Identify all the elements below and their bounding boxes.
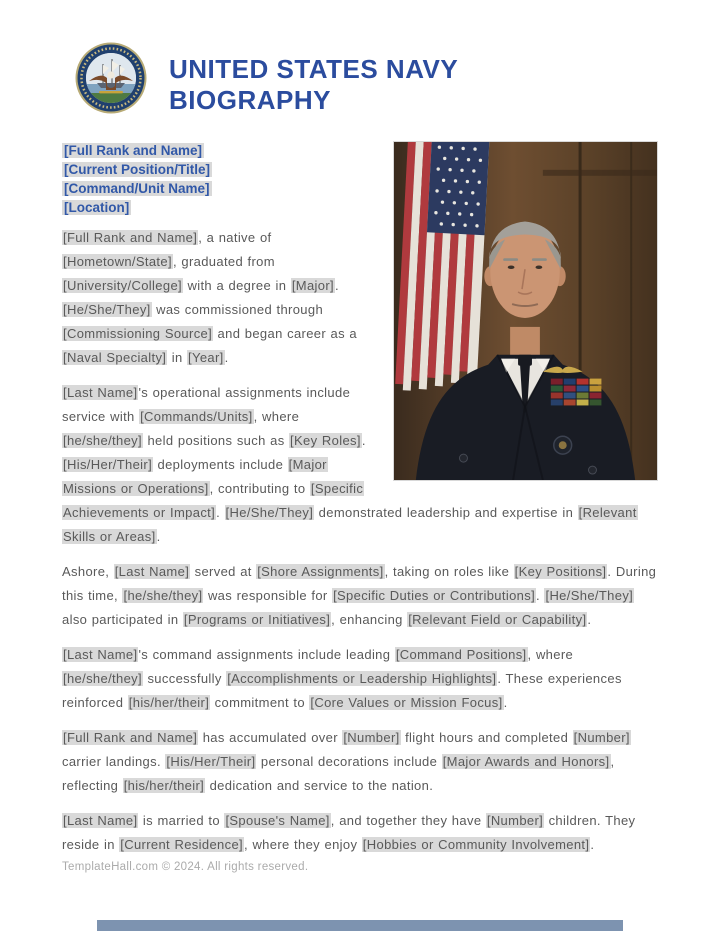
text-segment: successfully — [143, 671, 227, 686]
placeholder-field: [Hobbies or Community Involvement] — [362, 837, 590, 852]
copyright-text: TemplateHall.com © 2024. All rights reserved. — [62, 861, 309, 873]
text-segment: 's command assignments include leading — [138, 647, 395, 662]
placeholder-field: [Spouse's Name] — [225, 813, 330, 828]
text-segment: held positions such as — [143, 433, 290, 448]
title-line-1: UNITED STATES NAVY — [169, 54, 459, 84]
text-segment: . — [216, 505, 225, 520]
placeholder-field: [Major Missions or Operations] — [63, 457, 327, 496]
placeholder-field: [Last Name] — [63, 813, 138, 828]
text-segment: . — [335, 278, 339, 293]
placeholder-field: [Command Positions] — [395, 647, 527, 662]
placeholder-field: [Relevant Field or Capability] — [408, 612, 587, 627]
text-segment: flight hours and completed — [400, 730, 573, 745]
text-segment: dedication and service to the nation. — [205, 778, 434, 793]
text-segment: , reflecting — [62, 754, 615, 793]
placeholder-field: [Programs or Initiatives] — [183, 612, 331, 627]
placeholder-field: [Hometown/State] — [63, 254, 172, 269]
text-segment: also participated in — [62, 612, 183, 627]
text-segment: with a degree in — [183, 278, 291, 293]
text-segment: was commissioned through — [151, 302, 324, 317]
document-header — [62, 42, 658, 116]
placeholder-field: [Key Roles] — [290, 433, 361, 448]
text-segment: is married to — [138, 813, 225, 828]
text-segment: . — [361, 433, 366, 448]
title-line-2: BIOGRAPHY — [169, 85, 331, 115]
placeholder-field: [Last Name] — [63, 385, 138, 400]
text-segment: personal decorations include — [256, 754, 442, 769]
placeholder-field: [he/she/they] — [123, 588, 203, 603]
placeholder-field: [he/she/they] — [63, 671, 142, 686]
placeholder-field: [Relevant Skills or Areas] — [63, 505, 637, 544]
placeholder-field: [Major] — [291, 278, 334, 293]
bottom-accent-bar — [97, 920, 623, 931]
text-segment: children. They reside in — [62, 813, 636, 852]
placeholder-field: [Full Rank and Name] — [64, 143, 203, 158]
placeholder-field: [Command/Unit Name] — [64, 181, 210, 196]
document-footer — [62, 861, 308, 873]
placeholder-field: [Number] — [343, 730, 400, 745]
biography-paragraph — [62, 809, 658, 857]
placeholder-field: [Accomplishments or Leadership Highlights] — [227, 671, 497, 686]
text-segment: 's operational assignments include service with — [62, 385, 351, 424]
placeholder-field: [His/Her/Their] — [63, 457, 153, 472]
placeholder-field: [Specific Achievements or Impact] — [63, 481, 364, 520]
officer-portrait-photo — [393, 141, 658, 481]
text-segment: and began career as a — [213, 326, 358, 341]
placeholder-field: [Last Name] — [114, 564, 190, 579]
placeholder-field: [Current Position/Title] — [64, 162, 211, 177]
placeholder-field: [Last Name] — [63, 647, 138, 662]
text-segment: . — [536, 588, 545, 603]
text-segment: . — [156, 529, 161, 544]
page-title — [169, 54, 458, 116]
placeholder-field: [Specific Duties or Contributions] — [333, 588, 536, 603]
placeholder-field: [Full Rank and Name] — [63, 230, 198, 245]
placeholder-field: [Number] — [486, 813, 544, 828]
navy-seal-icon — [75, 42, 147, 114]
placeholder-field: [University/College] — [63, 278, 182, 293]
text-segment: Ashore, — [62, 564, 114, 579]
placeholder-field: [Naval Specialty] — [63, 350, 167, 365]
placeholder-field: [Key Positions] — [514, 564, 607, 579]
text-segment: , taking on roles like — [384, 564, 514, 579]
text-segment: carrier landings. — [62, 754, 166, 769]
text-segment: , graduated from — [172, 254, 275, 269]
placeholder-field: [Location] — [64, 200, 130, 215]
text-segment: , where — [527, 647, 574, 662]
text-segment: , contributing to — [209, 481, 310, 496]
text-segment: , where they enjoy — [244, 837, 362, 852]
placeholder-field: [Year] — [188, 350, 224, 365]
placeholder-field: [Commissioning Source] — [63, 326, 213, 341]
placeholder-field: [He/She/They] — [225, 505, 314, 520]
placeholder-field: [Core Values or Mission Focus] — [310, 695, 503, 710]
text-segment: , enhancing — [331, 612, 408, 627]
text-segment: . — [503, 695, 508, 710]
text-segment: , and together they have — [330, 813, 486, 828]
placeholder-field: [He/She/They] — [63, 302, 151, 317]
placeholder-field: [Current Residence] — [120, 837, 244, 852]
biography-paragraph — [62, 560, 658, 632]
text-segment: in — [167, 350, 188, 365]
placeholder-field: [he/she/they] — [63, 433, 142, 448]
text-segment: commitment to — [210, 695, 310, 710]
placeholder-field: [He/She/They] — [545, 588, 634, 603]
text-segment: demonstrated leadership and expertise in — [314, 505, 578, 520]
placeholder-field: [Full Rank and Name] — [63, 730, 198, 745]
text-segment: , where — [253, 409, 300, 424]
text-segment: . — [590, 837, 595, 852]
text-segment: . — [224, 350, 229, 365]
placeholder-field: [his/her/their] — [123, 778, 205, 793]
biography-paragraph — [62, 726, 658, 798]
text-segment: . During this time, — [62, 564, 657, 603]
text-segment: deployments include — [153, 457, 288, 472]
text-segment: served at — [190, 564, 257, 579]
text-segment: was responsible for — [203, 588, 333, 603]
placeholder-field: [Major Awards and Honors] — [442, 754, 610, 769]
text-segment: has accumulated over — [198, 730, 343, 745]
placeholder-field: [Commands/Units] — [140, 409, 253, 424]
text-segment: , a native of — [198, 230, 272, 245]
placeholder-field: [Shore Assignments] — [257, 564, 384, 579]
text-segment: . — [587, 612, 592, 627]
biography-paragraph — [62, 643, 658, 715]
text-segment: . These experiences reinforced — [62, 671, 622, 710]
biography-body — [62, 141, 658, 857]
placeholder-field: [His/Her/Their] — [166, 754, 256, 769]
placeholder-field: [Number] — [573, 730, 630, 745]
placeholder-field: [his/her/their] — [128, 695, 210, 710]
